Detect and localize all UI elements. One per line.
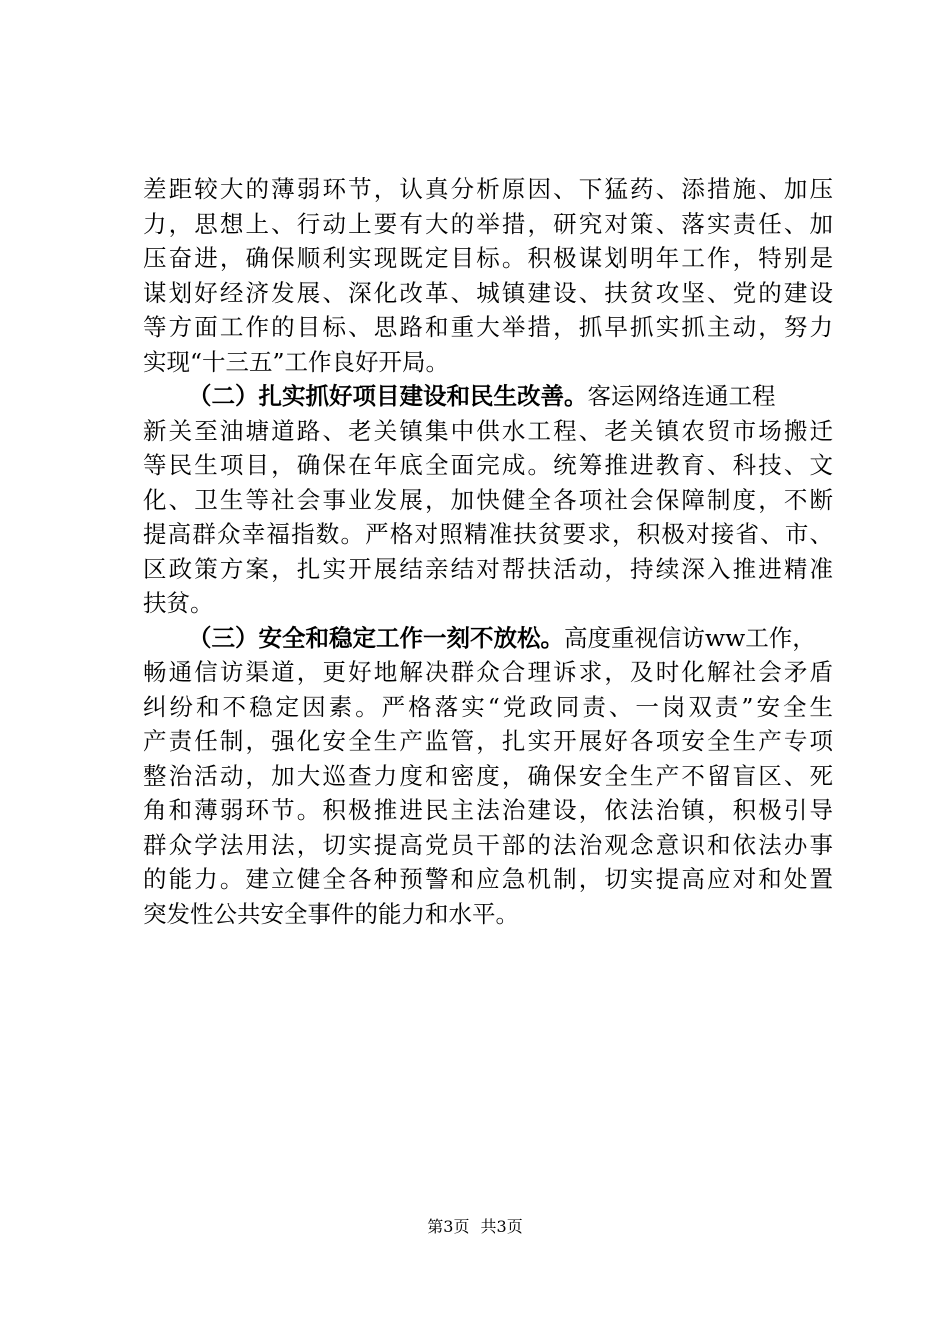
section-2-first-line-text: 客运网络连通工程 [587, 382, 776, 410]
text-line: 等民生项目，确保在年底全面完成。统筹推进教育、科技、文 [143, 451, 833, 479]
text-line: 纠纷和不稳定因素。严格落实“党政同责、一岗双责”安全生 [143, 692, 833, 721]
text-line: 新关至油塘道路、老关镇集中供水工程、老关镇农贸市场搬迁 [143, 416, 833, 445]
text-line: 等方面工作的目标、思路和重大举措，抓早抓实抓主动，努力 [143, 313, 833, 341]
text-line: 化、卫生等社会事业发展，加快健全各项社会保障制度，不断 [143, 485, 833, 514]
text-line: 实现“十三五”工作良好开局。 [143, 347, 450, 376]
page-total: 共3页 [480, 1217, 523, 1236]
text-line: 产责任制，强化安全生产监管，扎实开展好各项安全生产专项 [143, 727, 833, 755]
page-number: 第3页 [427, 1217, 470, 1236]
text-line: 区政策方案，扎实开展结亲结对帮扶活动，持续深入推进精准 [143, 554, 833, 583]
text-line: 突发性公共安全事件的能力和水平。 [143, 899, 519, 928]
text-line: 提高群众幸福指数。严格对照精准扶贫要求，积极对接省、市、 [143, 520, 833, 548]
text-line: 谋划好经济发展、深化改革、城镇建设、扶贫攻坚、党的建设 [143, 278, 833, 307]
text-line: 角和薄弱环节。积极推进民主法治建设，依法治镇，积极引导 [143, 796, 833, 824]
text-line: 力，思想上、行动上要有大的举措，研究对策、落实责任、加 [143, 209, 833, 238]
document-body [143, 172, 833, 931]
page-footer [0, 1217, 950, 1237]
section-3-heading: （三）安全和稳定工作一刻不放松。 [188, 623, 564, 652]
text-line: 的能力。建立健全各种预警和应急机制，切实提高应对和处置 [143, 865, 833, 893]
section-2-first-line [143, 379, 833, 414]
text-line: 整治活动，加大巡查力度和密度，确保安全生产不留盲区、死 [143, 761, 833, 790]
text-line: 畅通信访渠道，更好地解决群众合理诉求，及时化解社会矛盾 [143, 658, 833, 686]
section-3-first-line [143, 621, 833, 656]
text-line: 扶贫。 [143, 589, 214, 617]
section-2-heading: （二）扎实抓好项目建设和民生改善。 [188, 382, 588, 410]
section-3-first-line-text: 高度重视信访ww工作， [564, 623, 816, 652]
text-line: 压奋进，确保顺利实现既定目标。积极谋划明年工作，特别是 [143, 244, 833, 272]
text-line: 群众学法用法，切实提高党员干部的法治观念意识和依法办事 [143, 830, 833, 859]
text-line: 差距较大的薄弱环节，认真分析原因、下猛药、添措施、加压 [143, 175, 833, 203]
